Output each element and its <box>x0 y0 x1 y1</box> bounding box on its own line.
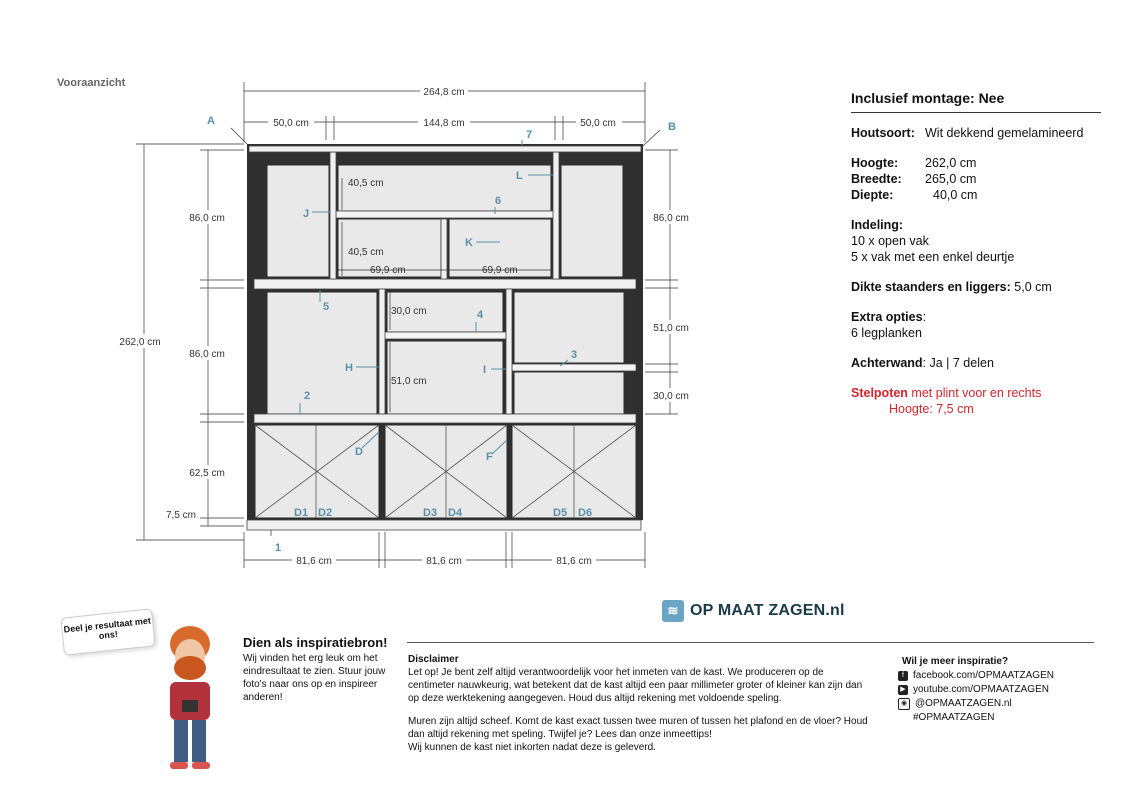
disclaimer-block <box>408 653 868 754</box>
dim-upper-a: 40,5 cm <box>348 178 384 189</box>
disclaimer-p2: Muren zijn altijd scheef. Komt de kast exact tussen twee muren of tussen het plafond en de vloer? Houd dan altijd rekening met speling. Twijfel je? Lees dan onze inmeettips! <box>408 716 868 740</box>
label-1: 1 <box>275 542 282 554</box>
dim-middle-row: 86,0 cm <box>189 349 225 360</box>
spec-diepte-value: 40,0 cm <box>933 188 978 202</box>
spec-hoogte-value: 262,0 cm <box>925 156 977 170</box>
compartment-top-left <box>267 165 329 277</box>
label-4: 4 <box>477 309 484 321</box>
compartment-top-right <box>561 165 623 277</box>
label-7: 7 <box>526 129 533 141</box>
brand-logo-text: OP MAAT ZAGEN.nl <box>690 602 845 619</box>
label-D2: D2 <box>318 507 333 519</box>
view-title: Vooraanzicht <box>57 77 126 89</box>
compartment-right-upper <box>514 292 624 363</box>
label-D: D <box>355 446 363 458</box>
dim-door-left: 81,6 cm <box>296 556 332 567</box>
label-A: A <box>207 115 215 127</box>
youtube-icon: ▶ <box>898 685 908 695</box>
spec-indeling-key: Indeling: <box>851 218 904 232</box>
spec-extra-value: 6 legplanken <box>851 326 922 340</box>
dim-total-height: 262,0 cm <box>119 337 161 348</box>
dim-inner-left: 69,9 cm <box>370 265 406 276</box>
dim-top-row-left: 86,0 cm <box>189 213 225 224</box>
spec-indeling-1: 10 x open vak <box>851 234 929 248</box>
inspiration-title: Dien als inspiratiebron! <box>243 635 388 650</box>
disclaimer-p3: Wij kunnen de kast niet inkorten nadat deze is geleverd. <box>408 742 656 753</box>
dim-center-upper: 30,0 cm <box>391 306 427 317</box>
social-title: Wil je meer inspiratie? <box>902 656 1009 667</box>
spec-panel <box>851 90 1101 417</box>
spec-breedte-value: 265,0 cm <box>925 172 977 186</box>
social-block <box>898 655 1098 725</box>
instagram-text: @OPMAATZAGEN.nl <box>915 698 1012 709</box>
dim-door-right: 81,6 cm <box>556 556 592 567</box>
spec-achterwand-key: Achterwand <box>851 356 923 370</box>
label-I: I <box>483 364 487 376</box>
compartment-H <box>267 292 377 414</box>
camera-icon <box>182 700 198 712</box>
label-K: K <box>465 237 473 249</box>
label-J: J <box>303 208 310 220</box>
plinth <box>247 520 641 530</box>
dim-center-lower: 51,0 cm <box>391 376 427 387</box>
spec-dikte-key: Dikte staanders en liggers: <box>851 280 1011 294</box>
mascot-beard <box>174 656 206 680</box>
label-2: 2 <box>304 390 311 402</box>
facebook-link[interactable] <box>898 669 1098 683</box>
spec-hoogte-key: Hoogte: <box>851 156 899 170</box>
label-D1: D1 <box>294 507 309 519</box>
dim-plinth: 7,5 cm <box>165 510 197 521</box>
label-D6: D6 <box>578 507 593 519</box>
disclaimer-title: Disclaimer <box>408 654 459 665</box>
label-6: 6 <box>495 195 502 207</box>
label-D5: D5 <box>553 507 568 519</box>
label-5: 5 <box>323 301 330 313</box>
dim-left-section: 50,0 cm <box>273 118 309 129</box>
instagram-icon: ◉ <box>898 698 910 710</box>
youtube-link[interactable] <box>898 683 1098 697</box>
speech-bubble: Deel je resultaat met ons! <box>60 608 155 655</box>
youtube-text: youtube.com/OPMAATZAGEN <box>913 684 1049 695</box>
label-F: F <box>486 451 493 463</box>
facebook-text: facebook.com/OPMAATZAGEN <box>913 670 1054 681</box>
mascot-leg-left <box>174 720 188 762</box>
saw-logo-icon: ≋ <box>662 600 684 622</box>
instagram-link[interactable] <box>898 697 1098 711</box>
brand-logo[interactable] <box>662 600 845 622</box>
label-D4: D4 <box>448 507 463 519</box>
mascot-leg-right <box>192 720 206 762</box>
hashtag-row <box>898 711 1098 725</box>
mascot-illustration <box>150 622 230 772</box>
spec-diepte-key: Diepte: <box>851 188 894 202</box>
inspiration-block <box>243 636 393 704</box>
label-B: B <box>668 121 676 133</box>
spec-houtsoort-key: Houtsoort: <box>851 126 915 140</box>
facebook-icon: f <box>898 671 908 681</box>
spec-extra-colon: : <box>922 310 927 324</box>
label-L: L <box>516 170 523 182</box>
label-3: 3 <box>571 349 578 361</box>
dim-total-width: 264,8 cm <box>423 87 465 98</box>
mascot-shoe-right <box>192 762 210 769</box>
dim-door-middle: 81,6 cm <box>426 556 462 567</box>
dim-middle-section: 144,8 cm <box>423 118 465 129</box>
dim-upper-b: 40,5 cm <box>348 247 384 258</box>
disclaimer-p1: Let op! Je bent zelf altijd verantwoordelijk voor het inmeten van de kast. We produceren op de centimeter nauwkeurig, wat betekent dat de kast altijd een paar millimeter groter of kleiner kan zijn dan op deze werktekening aangegeven. Houd dus altijd rekening met voldoende speling. <box>408 667 863 704</box>
spec-houtsoort-value: Wit dekkend gemelamineerd <box>925 126 1084 140</box>
dim-bottom-row: 62,5 cm <box>189 468 225 479</box>
dim-right-section: 50,0 cm <box>580 118 616 129</box>
spec-extra-key: Extra opties <box>851 310 923 324</box>
dim-right-upper: 51,0 cm <box>653 323 689 334</box>
inspiration-body: Wij vinden het erg leuk om het eindresultaat te zien. Stuur jouw foto's naar ons op en inspireer anderen! <box>243 653 386 703</box>
dim-inner-right: 69,9 cm <box>482 265 518 276</box>
spec-indeling-2: 5 x vak met een enkel deurtje <box>851 250 1015 264</box>
spec-stelpoten-key: Stelpoten <box>851 386 908 400</box>
label-D3: D3 <box>423 507 438 519</box>
spec-achterwand-value: : Ja | 7 delen <box>922 356 994 370</box>
spec-breedte-key: Breedte: <box>851 172 902 186</box>
spec-title: Inclusief montage: Nee <box>851 90 1101 113</box>
hashtag-text: #OPMAATZAGEN <box>913 712 995 723</box>
mascot-shoe-left <box>170 762 188 769</box>
compartment-right-lower <box>514 372 624 414</box>
spec-stelpoten-value: met plint voor en rechts <box>907 386 1042 400</box>
dim-right-lower: 30,0 cm <box>653 391 689 402</box>
spec-dikte-value: 5,0 cm <box>1014 280 1052 294</box>
spec-stelpoten-hoogte: Hoogte: 7,5 cm <box>889 402 974 416</box>
label-H: H <box>345 362 353 374</box>
footer-divider <box>407 642 1094 643</box>
dim-top-row-right: 86,0 cm <box>653 213 689 224</box>
